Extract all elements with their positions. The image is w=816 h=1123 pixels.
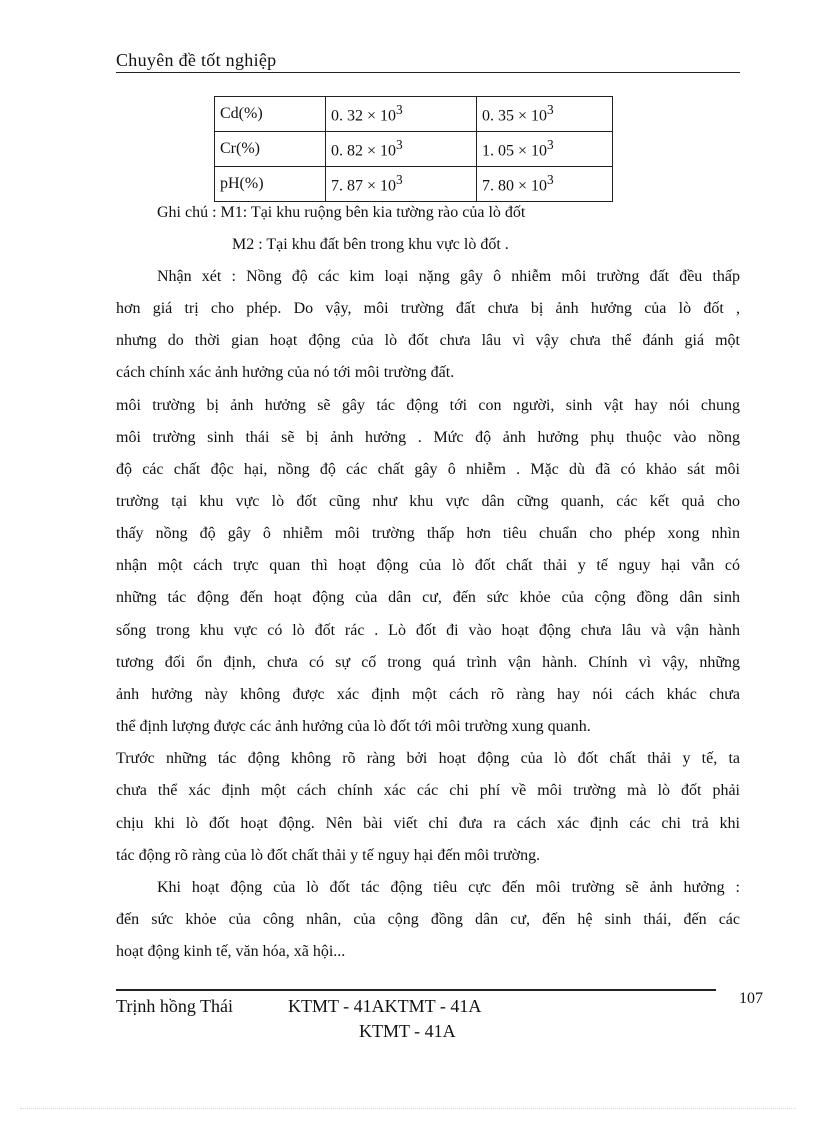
paragraph-line: ảnh hưởng này không được xác định một cách rõ ràng hay nói cách khác chưa xyxy=(116,686,740,703)
paragraph-line: hoạt động kinh tế, văn hóa, xã hội... xyxy=(116,943,346,960)
heavy-metal-table xyxy=(214,96,613,202)
row-label: Cd(%) xyxy=(215,97,326,132)
footer-divider xyxy=(116,989,716,991)
paragraph-line: môi trường bị ảnh hưởng sẽ gây tác động tới con người, sinh vật hay nói chung xyxy=(116,397,740,414)
paragraph-line: sống trong khu vực có lò đốt rác . Lò đốt đi vào hoạt động chưa lâu và vận hành xyxy=(116,622,740,639)
paragraph-line: Trước những tác động không rõ ràng bởi hoạt động của lò đốt chất thải y tế, ta xyxy=(116,750,740,767)
table-row xyxy=(215,97,613,132)
paragraph-line: thấy nồng độ gây ô nhiễm môi trường thấp hơn tiêu chuẩn cho phép xong nhìn xyxy=(116,525,740,542)
paragraph-line: chưa thể xác định một cách chính xác các chi phí về môi trường mà lò đốt phải xyxy=(116,782,740,799)
paragraph-line: Nhận xét : Nồng độ các kim loại nặng gây ô nhiễm môi trường đất đều thấp xyxy=(157,268,740,285)
m1-value: 7. $87 \times 10^3$ xyxy=(326,167,477,202)
paragraph-line: độ các chất độc hại, nồng độ các chất gây ô nhiễm . Mặc dù đã có khảo sát môi xyxy=(116,461,740,478)
footer-author: Trịnh hồng Thái xyxy=(116,996,234,1016)
footer-class: KTMT - 41AKTMT - 41A xyxy=(288,996,482,1016)
note-m1: Ghi chú : M1: Tại khu ruộng bên kia tường rào của lò đốt xyxy=(157,204,526,221)
table-row xyxy=(215,167,613,202)
paragraph-line: cách chính xác ảnh hưởng của nó tới môi trường đất. xyxy=(116,364,455,381)
footer-class-second: KTMT - 41A xyxy=(359,1021,456,1041)
paragraph-line: thể định lượng được các ảnh hưởng của lò đốt tới môi trường xung quanh. xyxy=(116,718,591,735)
page-number: 107 xyxy=(739,990,763,1007)
m2-value: 1. $05 \times 10^3$ xyxy=(477,132,613,167)
row-label: pH(%) xyxy=(215,167,326,202)
m1-value: 0. $82 \times 10^3$ xyxy=(326,132,477,167)
note-m2: M2 : Tại khu đất bên trong khu vực lò đốt . xyxy=(232,236,509,253)
m2-value: 7. $80 \times 10^3$ xyxy=(477,167,613,202)
paragraph-line: tác động rõ ràng của lò đốt chất thải y tế nguy hại đến môi trường. xyxy=(116,847,541,864)
table-row xyxy=(215,132,613,167)
paragraph-line: nhưng do thời gian hoạt động của lò đốt chưa lâu vì vậy chưa thể đánh giá một xyxy=(116,332,740,349)
paragraph-line: chịu khi lò đốt hoạt động. Nên bài viết chỉ đưa ra cách xác định các chi trả khi xyxy=(116,815,740,832)
m2-value: 0. $35 \times 10^3$ xyxy=(477,97,613,132)
paragraph-line: môi trường sinh thái sẽ bị ảnh hưởng . Mức độ ảnh hưởng phụ thuộc vào nồng xyxy=(116,429,740,446)
paragraph-line: hơn giá trị cho phép. Do vậy, môi trường đất chưa bị ảnh hưởng của lò đốt , xyxy=(116,300,740,317)
row-label: Cr(%) xyxy=(215,132,326,167)
paragraph-line: trường tại khu vực lò đốt cũng như khu vực dân cững quanh, các kết quả cho xyxy=(116,493,740,510)
running-header: Chuyên đề tốt nghiệp xyxy=(116,50,740,73)
page-edge-divider xyxy=(20,1108,796,1109)
paragraph-line: Khi hoạt động của lò đốt tác động tiêu cực đến môi trường sẽ ảnh hưởng : xyxy=(157,879,740,896)
paragraph-line: những tác động đến hoạt động của dân cư, đến sức khỏe của cộng đồng dân sinh xyxy=(116,589,740,606)
paragraph-line: đến sức khỏe của công nhân, của cộng đồng dân cư, đến hệ sinh thái, đến các xyxy=(116,911,740,928)
paragraph-line: tương đối ổn định, chưa có sự cố trong quá trình vận hành. Chính vì vậy, những xyxy=(116,654,740,671)
paragraph-line: nhận một cách trực quan thì hoạt động của lò đốt chất thải y tế nguy hại vẫn có xyxy=(116,557,740,574)
m1-value: 0. $32 \times 10^3$ xyxy=(326,97,477,132)
